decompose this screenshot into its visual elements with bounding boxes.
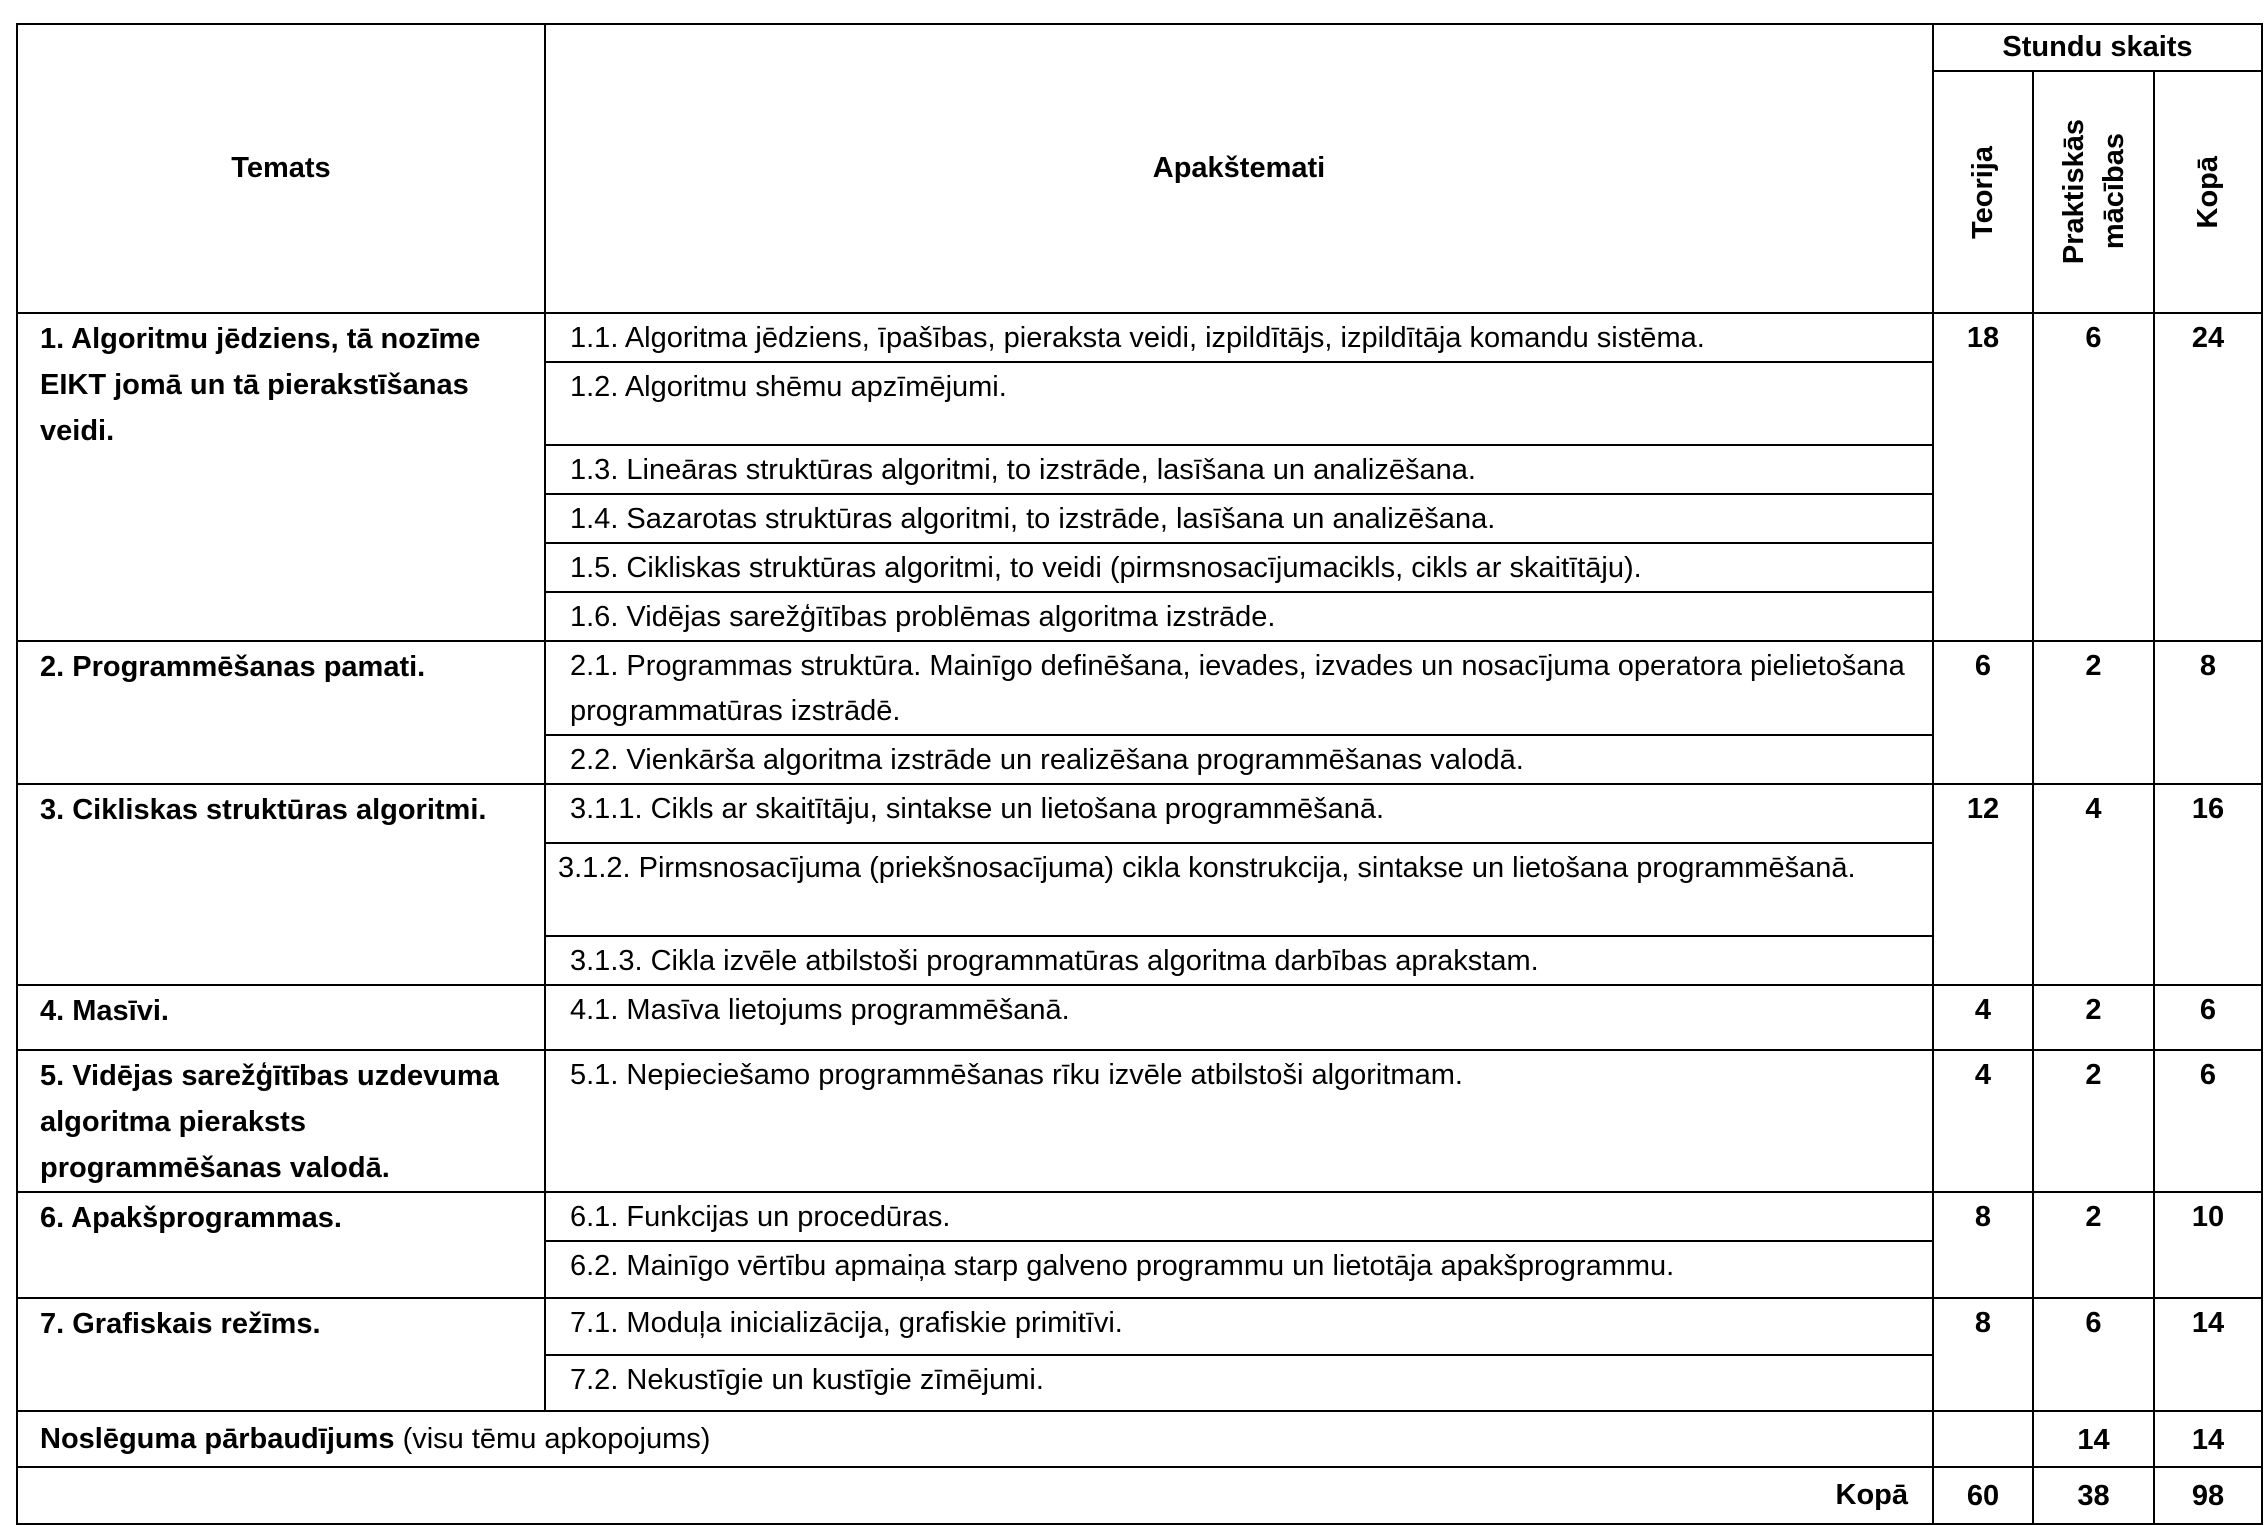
subtopic-4-1: 4.1. Masīva lietojums programmēšanā.	[545, 985, 1933, 1050]
subtopic-5-1: 5.1. Nepieciešamo programmēšanas rīku izvēle atbilstoši algoritmam.	[545, 1050, 1933, 1192]
subtopic-1-6: 1.6. Vidējas sarežģītības problēmas algoritma izstrāde.	[545, 592, 1933, 641]
subtopic-3-1-3: 3.1.3. Cikla izvēle atbilstoši programmatūras algoritma darbības aprakstam.	[545, 936, 1933, 985]
header-theory: Teorija	[1933, 71, 2033, 313]
header-hours-group: Stundu skaits	[1933, 24, 2262, 71]
grand-total-total: 98	[2154, 1467, 2262, 1524]
subtopic-7-1: 7.1. Moduļa inicializācija, grafiskie primitīvi.	[545, 1298, 1933, 1355]
topic-6: 6. Apakšprogrammas.	[17, 1192, 545, 1298]
header-topic: Temats	[17, 24, 545, 313]
topic-3-total: 16	[2154, 784, 2262, 985]
topic-1: 1. Algoritmu jēdziens, tā nozīme EIKT jomā un tā pierakstīšanas veidi.	[17, 313, 545, 641]
topic-5-practice: 2	[2033, 1050, 2154, 1192]
grand-total-label: Kopā	[17, 1467, 1933, 1524]
topic-5: 5. Vidējas sarežģītības uzdevuma algoritma pieraksts programmēšanas valodā.	[17, 1050, 545, 1192]
topic-6-total: 10	[2154, 1192, 2262, 1298]
topic-5-total: 6	[2154, 1050, 2262, 1192]
subtopic-2-1: 2.1. Programmas struktūra. Mainīgo definēšana, ievades, izvades un nosacījuma operatora pielietošana programmatūras izstrādē.	[545, 641, 1933, 735]
subtopic-1-1: 1.1. Algoritma jēdziens, īpašības, pieraksta veidi, izpildītājs, izpildītāja komandu sistēma.	[545, 313, 1933, 362]
subtopic-3-1-2: 3.1.2. Pirmsnosacījuma (priekšnosacījuma) cikla konstrukcija, sintakse un lietošana programmēšanā.	[545, 843, 1933, 936]
topic-7-theory: 8	[1933, 1298, 2033, 1411]
final-exam-total: 14	[2154, 1411, 2262, 1467]
subtopic-1-2: 1.2. Algoritmu shēmu apzīmējumi.	[545, 362, 1933, 445]
topic-4: 4. Masīvi.	[17, 985, 545, 1050]
curriculum-table	[16, 23, 2263, 1525]
topic-4-theory: 4	[1933, 985, 2033, 1050]
topic-1-practice: 6	[2033, 313, 2154, 641]
subtopic-1-3: 1.3. Lineāras struktūras algoritmi, to izstrāde, lasīšana un analizēšana.	[545, 445, 1933, 494]
topic-5-theory: 4	[1933, 1050, 2033, 1192]
subtopic-1-5: 1.5. Cikliskas struktūras algoritmi, to veidi (pirmsnosacījumacikls, cikls ar skaitītāju).	[545, 543, 1933, 592]
final-exam-theory	[1933, 1411, 2033, 1467]
final-exam-practice: 14	[2033, 1411, 2154, 1467]
final-exam-label-bold: Noslēguma pārbaudījums	[40, 1422, 395, 1455]
subtopic-1-4: 1.4. Sazarotas struktūras algoritmi, to izstrāde, lasīšana un analizēšana.	[545, 494, 1933, 543]
subtopic-3-1-1: 3.1.1. Cikls ar skaitītāju, sintakse un lietošana programmēšanā.	[545, 784, 1933, 843]
topic-2: 2. Programmēšanas pamati.	[17, 641, 545, 784]
topic-4-practice: 2	[2033, 985, 2154, 1050]
final-exam-label-rest: (visu tēmu apkopojums)	[394, 1422, 711, 1455]
topic-6-theory: 8	[1933, 1192, 2033, 1298]
topic-3-theory: 12	[1933, 784, 2033, 985]
topic-2-theory: 6	[1933, 641, 2033, 784]
topic-2-practice: 2	[2033, 641, 2154, 784]
topic-7-practice: 6	[2033, 1298, 2154, 1411]
subtopic-6-2: 6.2. Mainīgo vērtību apmaiņa starp galveno programmu un lietotāja apakšprogrammu.	[545, 1241, 1933, 1298]
header-total: Kopā	[2154, 71, 2262, 313]
topic-7: 7. Grafiskais režīms.	[17, 1298, 545, 1411]
grand-total-theory: 60	[1933, 1467, 2033, 1524]
subtopic-2-2: 2.2. Vienkārša algoritma izstrāde un realizēšana programmēšanas valodā.	[545, 735, 1933, 784]
topic-7-total: 14	[2154, 1298, 2262, 1411]
final-exam-label	[17, 1411, 1933, 1467]
topic-3-practice: 4	[2033, 784, 2154, 985]
topic-3: 3. Cikliskas struktūras algoritmi.	[17, 784, 545, 985]
topic-2-total: 8	[2154, 641, 2262, 784]
grand-total-practice: 38	[2033, 1467, 2154, 1524]
header-subtopics: Apakštemati	[545, 24, 1933, 313]
subtopic-6-1: 6.1. Funkcijas un procedūras.	[545, 1192, 1933, 1241]
topic-1-theory: 18	[1933, 313, 2033, 641]
header-practice: Praktiskās mācības	[2033, 71, 2154, 313]
topic-4-total: 6	[2154, 985, 2262, 1050]
topic-6-practice: 2	[2033, 1192, 2154, 1298]
subtopic-7-2: 7.2. Nekustīgie un kustīgie zīmējumi.	[545, 1355, 1933, 1411]
topic-1-total: 24	[2154, 313, 2262, 641]
